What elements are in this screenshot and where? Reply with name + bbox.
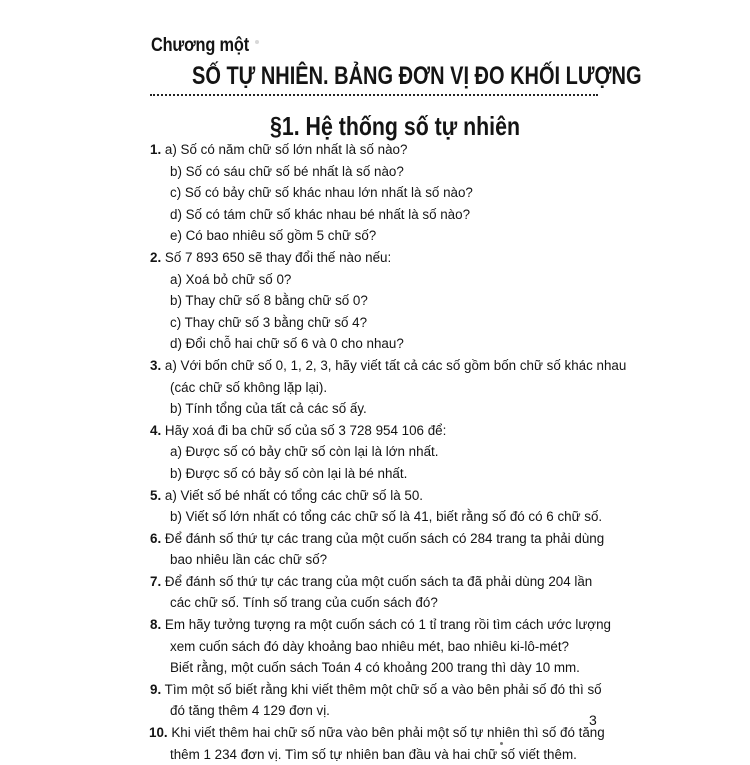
exercise-text: c) Thay chữ số 3 bằng chữ số 4? [170, 314, 368, 330]
exercise-text: d) Đổi chỗ hai chữ số 6 và 0 cho nhau? [170, 336, 404, 352]
exercise-text: xem cuốn sách đó dày khoảng bao nhiêu mét, bao nhiêu ki-lô-mét? [170, 638, 569, 654]
exercise-text: d) Số có tám chữ số khác nhau bé nhất là số nào? [170, 206, 471, 222]
section-title: §1. Hệ thống số tự nhiên [270, 111, 520, 141]
exercise-text: (các chữ số không lặp lại). [170, 379, 328, 395]
exercise-line [150, 355, 627, 377]
exercise-line [150, 485, 610, 507]
exercise-line [150, 549, 610, 571]
exercise-line [150, 700, 610, 722]
exercise-text: a) Xoá bỏ chữ số 0? [170, 271, 292, 287]
exercise-line [150, 679, 610, 701]
exercise-text: thêm 1 234 đơn vị. Tìm số tự nhiên ban đầu và hai chữ số viết thêm. [170, 746, 577, 762]
exercise-text: Để đánh số thứ tự các trang của một cuốn sách có 284 trang ta phải dùng [161, 530, 605, 546]
exercise-line [150, 290, 610, 312]
dotted-divider [150, 94, 598, 96]
exercise-text: Số 7 893 650 sẽ thay đổi thế nào nếu: [161, 249, 392, 265]
exercise-line [150, 333, 610, 355]
exercise-line [150, 182, 610, 204]
exercise-number: 3. [150, 357, 162, 373]
exercise-text: e) Có bao nhiêu số gồm 5 chữ số? [170, 228, 377, 244]
exercise-line [150, 571, 610, 593]
chapter-label: Chương một [151, 35, 249, 56]
exercise-text: Hãy xoá đi ba chữ số của số 3 728 954 106 để: [161, 422, 447, 438]
exercise-line [149, 722, 610, 744]
exercise-line [150, 398, 610, 420]
exercise-line [150, 744, 610, 765]
exercise-text: Để đánh số thứ tự các trang của một cuốn sách ta đã phải dùng 204 lần [161, 573, 593, 589]
exercise-line [150, 139, 610, 161]
exercise-number: 4. [150, 422, 162, 438]
exercise-number: 2. [150, 249, 162, 265]
exercise-line [150, 636, 610, 658]
exercise-line [150, 506, 610, 528]
exercise-line [150, 377, 610, 399]
exercise-number: 7. [150, 573, 162, 589]
exercise-line [150, 204, 610, 226]
exercise-list [149, 139, 627, 765]
exercise-line [150, 528, 610, 550]
exercise-line [150, 614, 610, 636]
exercise-number: 5. [150, 487, 162, 503]
exercise-text: b) Được số có bảy số còn lại là bé nhất. [170, 465, 408, 481]
exercise-text: b) Số có sáu chữ số bé nhất là số nào? [170, 163, 404, 179]
exercise-text: Khi viết thêm hai chữ số nữa vào bên phải một số tự nhiên thì số đó tăng [167, 725, 605, 741]
exercise-line [150, 312, 610, 334]
exercise-number: 1. [150, 142, 162, 157]
exercise-text: c) Số có bảy chữ số khác nhau lớn nhất là số nào? [170, 185, 473, 201]
exercise-number: 10. [149, 725, 168, 741]
exercise-number: 8. [150, 617, 162, 633]
exercise-text: Biết rằng, một cuốn sách Toán 4 có khoảng 200 trang thì dày 10 mm. [170, 660, 580, 676]
exercise-text: b) Thay chữ số 8 bằng chữ số 0? [170, 293, 368, 309]
exercise-text: Em hãy tưởng tượng ra một cuốn sách có 1 tỉ trang rồi tìm cách ước lượng [161, 617, 611, 633]
exercise-text: bao nhiêu lần các chữ số? [170, 552, 328, 568]
exercise-text: a) Được số có bảy chữ số còn lại là lớn nhất. [170, 444, 439, 460]
exercise-text: b) Tính tổng của tất cả các số ấy. [170, 401, 367, 417]
exercise-text: đó tăng thêm 4 129 đơn vị. [170, 703, 330, 719]
exercise-line [150, 269, 610, 291]
exercise-text: a) Số có năm chữ số lớn nhất là số nào? [161, 142, 408, 157]
exercise-line [150, 592, 610, 614]
print-smudge [255, 40, 259, 44]
exercise-text: a) Với bốn chữ số 0, 1, 2, 3, hãy viết tất cả các số gồm bốn chữ số khác nhau [161, 357, 627, 373]
exercise-line [150, 161, 610, 183]
exercise-line [150, 225, 610, 247]
exercise-line [150, 463, 610, 485]
exercise-line [150, 247, 610, 269]
exercise-text: các chữ số. Tính số trang của cuốn sách đó? [170, 595, 438, 611]
exercise-text: Tìm một số biết rằng khi viết thêm một chữ số a vào bên phải số đó thì số [161, 681, 602, 697]
exercise-line [150, 441, 610, 463]
exercise-line [150, 657, 610, 679]
exercise-text: a) Viết số bé nhất có tổng các chữ số là 50. [161, 487, 423, 503]
chapter-title: SỐ TỰ NHIÊN. BẢNG ĐƠN VỊ ĐO KHỐI LƯỢNG [192, 62, 642, 90]
page-number: 3 [589, 712, 597, 728]
exercise-number: 6. [150, 530, 162, 546]
exercise-number: 9. [150, 681, 162, 697]
exercise-text: b) Viết số lớn nhất có tổng các chữ số là 41, biết rằng số đó có 6 chữ số. [170, 509, 603, 525]
exercise-line [150, 420, 610, 442]
